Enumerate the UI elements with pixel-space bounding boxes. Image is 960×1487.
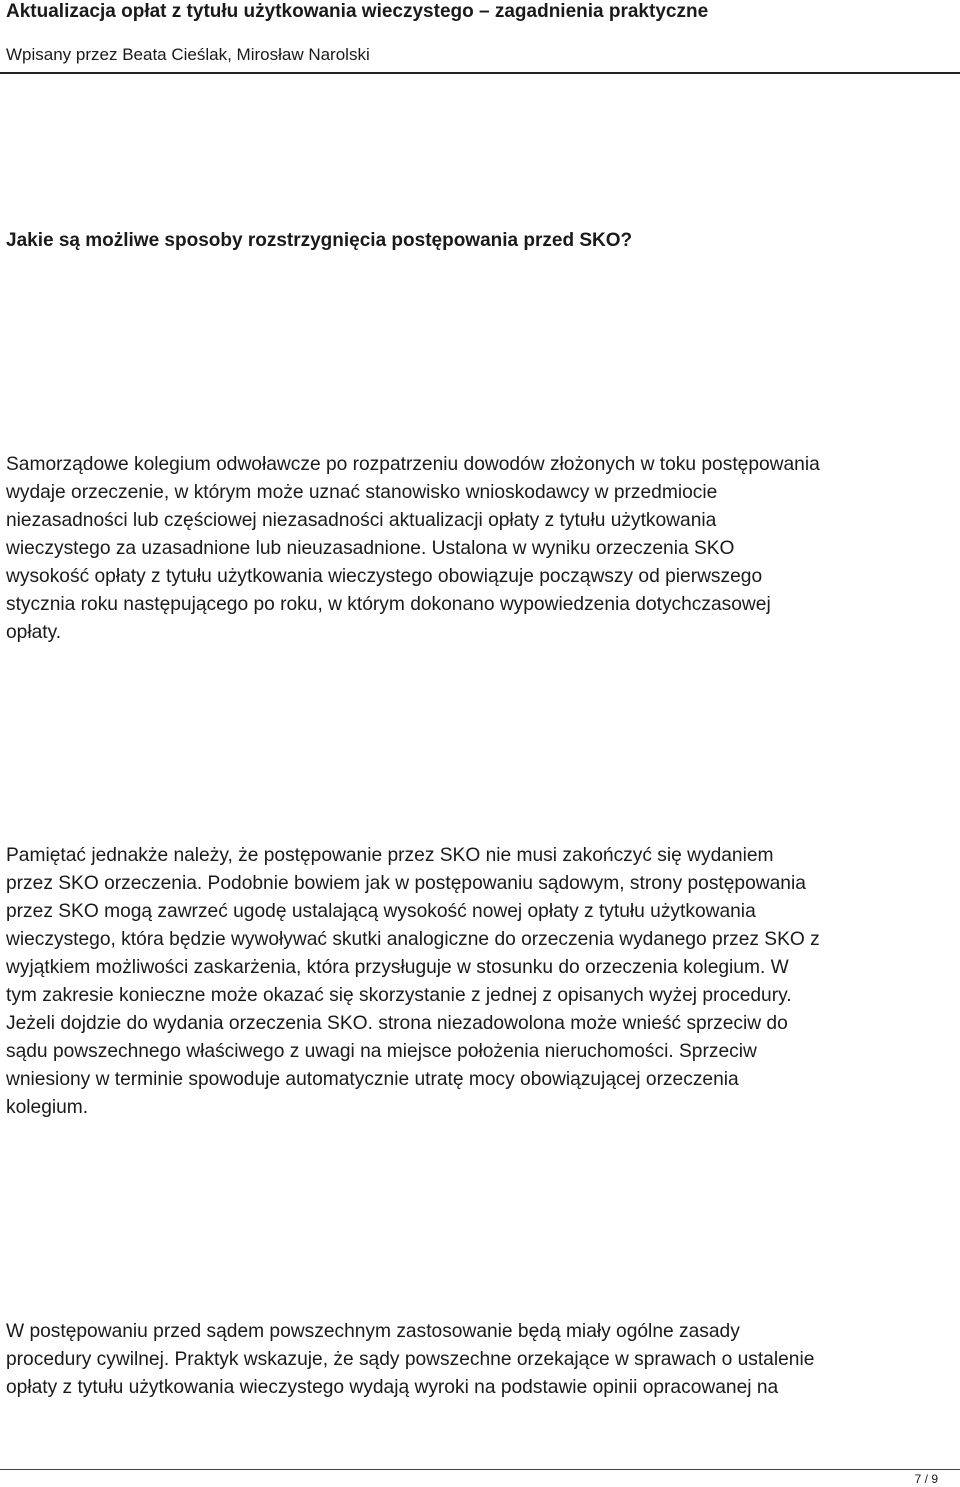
paragraph-line: niezasadności lub częściowej niezasadności aktualizacji opłaty z tytułu użytkowania xyxy=(6,510,717,531)
paragraph-line: wieczystego, która będzie wywoływać skutki analogiczne do orzeczenia wydanego przez SKO z xyxy=(6,929,820,950)
page-number: 7 / 9 xyxy=(914,1472,938,1486)
paragraph-3 xyxy=(6,1318,956,1402)
header-divider xyxy=(0,72,960,74)
paragraph-line: procedury cywilnej. Praktyk wskazuje, że sądy powszechne orzekające w sprawach o ustalenie xyxy=(6,1349,815,1370)
document-title: Aktualizacja opłat z tytułu użytkowania wieczystego – zagadnienia praktyczne xyxy=(6,1,709,22)
paragraph-line: Samorządowe kolegium odwoławcze po rozpatrzeniu dowodów złożonych w toku postępowania xyxy=(6,454,820,475)
paragraph-line: wieczystego za uzasadnione lub nieuzasadnione. Ustalona w wyniku orzeczenia SKO xyxy=(6,538,735,559)
paragraph-line: Jeżeli dojdzie do wydania orzeczenia SKO. strona niezadowolona może wnieść sprzeciw do xyxy=(6,1013,788,1034)
paragraph-line: opłaty z tytułu użytkowania wieczystego wydają wyroki na podstawie opinii opracowanej na xyxy=(6,1377,779,1398)
paragraph-line: wyjątkiem możliwości zaskarżenia, która przysługuje w stosunku do orzeczenia kolegium. W xyxy=(6,957,789,978)
paragraph-line: przez SKO mogą zawrzeć ugodę ustalającą wysokość nowej opłaty z tytułu użytkowania xyxy=(6,901,756,922)
section-heading: Jakie są możliwe sposoby rozstrzygnięcia postępowania przed SKO? xyxy=(6,230,633,251)
paragraph-line: opłaty. xyxy=(6,622,62,643)
paragraph-line: W postępowaniu przed sądem powszechnym zastosowanie będą miały ogólne zasady xyxy=(6,1321,740,1342)
paragraph-line: wniesiony w terminie spowoduje automatycznie utratę mocy obowiązującej orzeczenia xyxy=(6,1069,739,1090)
paragraph-1 xyxy=(6,451,956,647)
paragraph-line: kolegium. xyxy=(6,1097,89,1118)
paragraph-line: sądu powszechnego właściwego z uwagi na miejsce położenia nieruchomości. Sprzeciw xyxy=(6,1041,757,1062)
paragraph-line: wydaje orzeczenie, w którym może uznać stanowisko wnioskodawcy w przedmiocie xyxy=(6,482,718,503)
paragraph-line: tym zakresie konieczne może okazać się skorzystanie z jednej z opisanych wyżej procedury. xyxy=(6,985,792,1006)
paragraph-line: wysokość opłaty z tytułu użytkowania wieczystego obowiązuje począwszy od pierwszego xyxy=(6,566,763,587)
paragraph-2 xyxy=(6,842,956,1122)
footer-divider xyxy=(0,1469,960,1470)
paragraph-line: przez SKO orzeczenia. Podobnie bowiem jak w postępowaniu sądowym, strony postępowania xyxy=(6,873,806,894)
document-authors: Wpisany przez Beata Cieślak, Mirosław Narolski xyxy=(6,45,370,64)
paragraph-line: Pamiętać jednakże należy, że postępowanie przez SKO nie musi zakończyć się wydaniem xyxy=(6,845,774,866)
paragraph-line: stycznia roku następującego po roku, w którym dokonano wypowiedzenia dotychczasowej xyxy=(6,594,771,615)
